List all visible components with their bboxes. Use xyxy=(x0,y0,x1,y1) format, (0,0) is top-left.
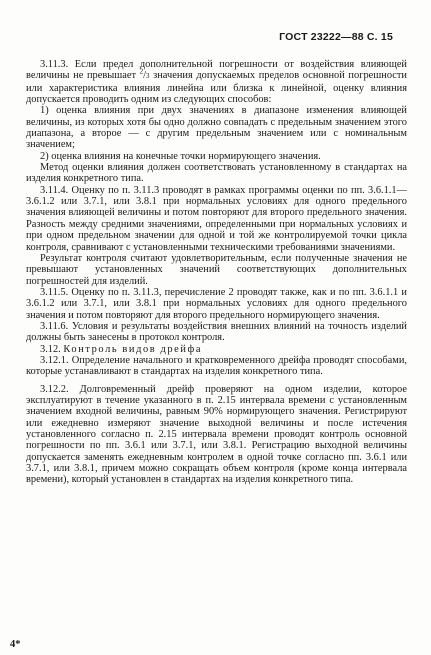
fraction-denominator: 3 xyxy=(146,72,150,81)
section-number: 3.12. xyxy=(40,343,61,355)
paragraph-result: Результат контроля считают удовлетворительным, если полученные значения не превышают установленных значений соответствующих дополнительных погрешностей для изделий. xyxy=(26,252,407,287)
paragraph-method-note: Метод оценки влияния должен соответствовать установленному в стандартах на изделия конкретного типа. xyxy=(26,162,407,185)
paragraph-method-1: 1) оценка влияния при двух значениях в диапазоне изменения влияющей величины, из которых хотя бы одно должно совпадать с предельным значением этого диапазона, а второе — с другим предельным значением или с номинальным значением; xyxy=(26,105,407,151)
section-title: Контроль видов дрейфа xyxy=(63,343,203,355)
paragraph-3-11-3: 3.11.3. Если предел дополнительной погрешности от воздействия влияющей величины не превышает $^2$/3 значения допускаемых пределов основной погрешности или характеристика влияния линейна или близка к линейной, оценку влияния допускается проводить одним из следующих способов: xyxy=(26,59,407,106)
section-heading-3-12 xyxy=(26,344,407,355)
paragraph-3-12-1: 3.12.1. Определение начального и кратковременного дрейфа проводят способами, которые устанавливают в стандартах на изделия конкретного типа. xyxy=(26,354,407,378)
paragraph-3-11-5: 3.11.5. Оценку по п. 3.11.3, перечисление 2 проводят также, как и по пп. 3.6.1.1 и 3.6.1.2 или 3.7.1, или 3.8.1 при нормальных условиях для одного предельного значения и потом повторяют для второго предельного нормирующего значения. xyxy=(26,286,407,321)
paragraph-3-12-2: 3.12.2. Долговременный дрейф проверяют на одном изделии, которое эксплуатируют в течение указанного в п. 2.15 интервала времени с установленным значением входной величины, равным 90% нормирующего значения. Регистрируют или ежедневно измеряют значение выходной величины и после истечения установленного согласно п. 2.15 интервала времени проводят контроль основной погрешности по пп. 3.6.1 или 3.7.1, или 3.8.1. Регистрацию выходной величины допускается заменять ежедневным контролем в одной точке согласно пп. 3.6.1 или 3.7.1, или 3.8.1, причем можно сокращать объем контроля (кроме конца интервала времени), который установлен в стандартах на изделия конкретного типа. xyxy=(26,383,407,486)
paragraph-3-11-4: 3.11.4. Оценку по п. 3.11.3 проводят в рамках программы оценки по пп. 3.6.1.1—3.6.1.2 или 3.7.1, или 3.8.1 при нормальных условиях для одного предельного значения влияющей величины и потом повторяют для второго предельного значения. Разность между средними значениями, определенными при нормальных условиях и при одном предельном значении для одной и той же контролируемой точки цикла контроля, сравнивают с установленными техническими требованиями значениями. xyxy=(26,184,407,253)
fraction-numerator: 2 xyxy=(139,67,144,76)
page-mark: 4* xyxy=(10,639,21,650)
paragraph-method-2: 2) оценка влияния на конечные точки нормирующего значения. xyxy=(40,150,321,162)
running-head: ГОСТ 23222—88 С. 15 xyxy=(279,31,393,43)
document-body xyxy=(26,59,407,486)
paragraph-3-11-6: 3.11.6. Условия и результаты воздействия внешних влияний на точность изделий должны быть занесены в протокол контроля. xyxy=(26,320,407,344)
